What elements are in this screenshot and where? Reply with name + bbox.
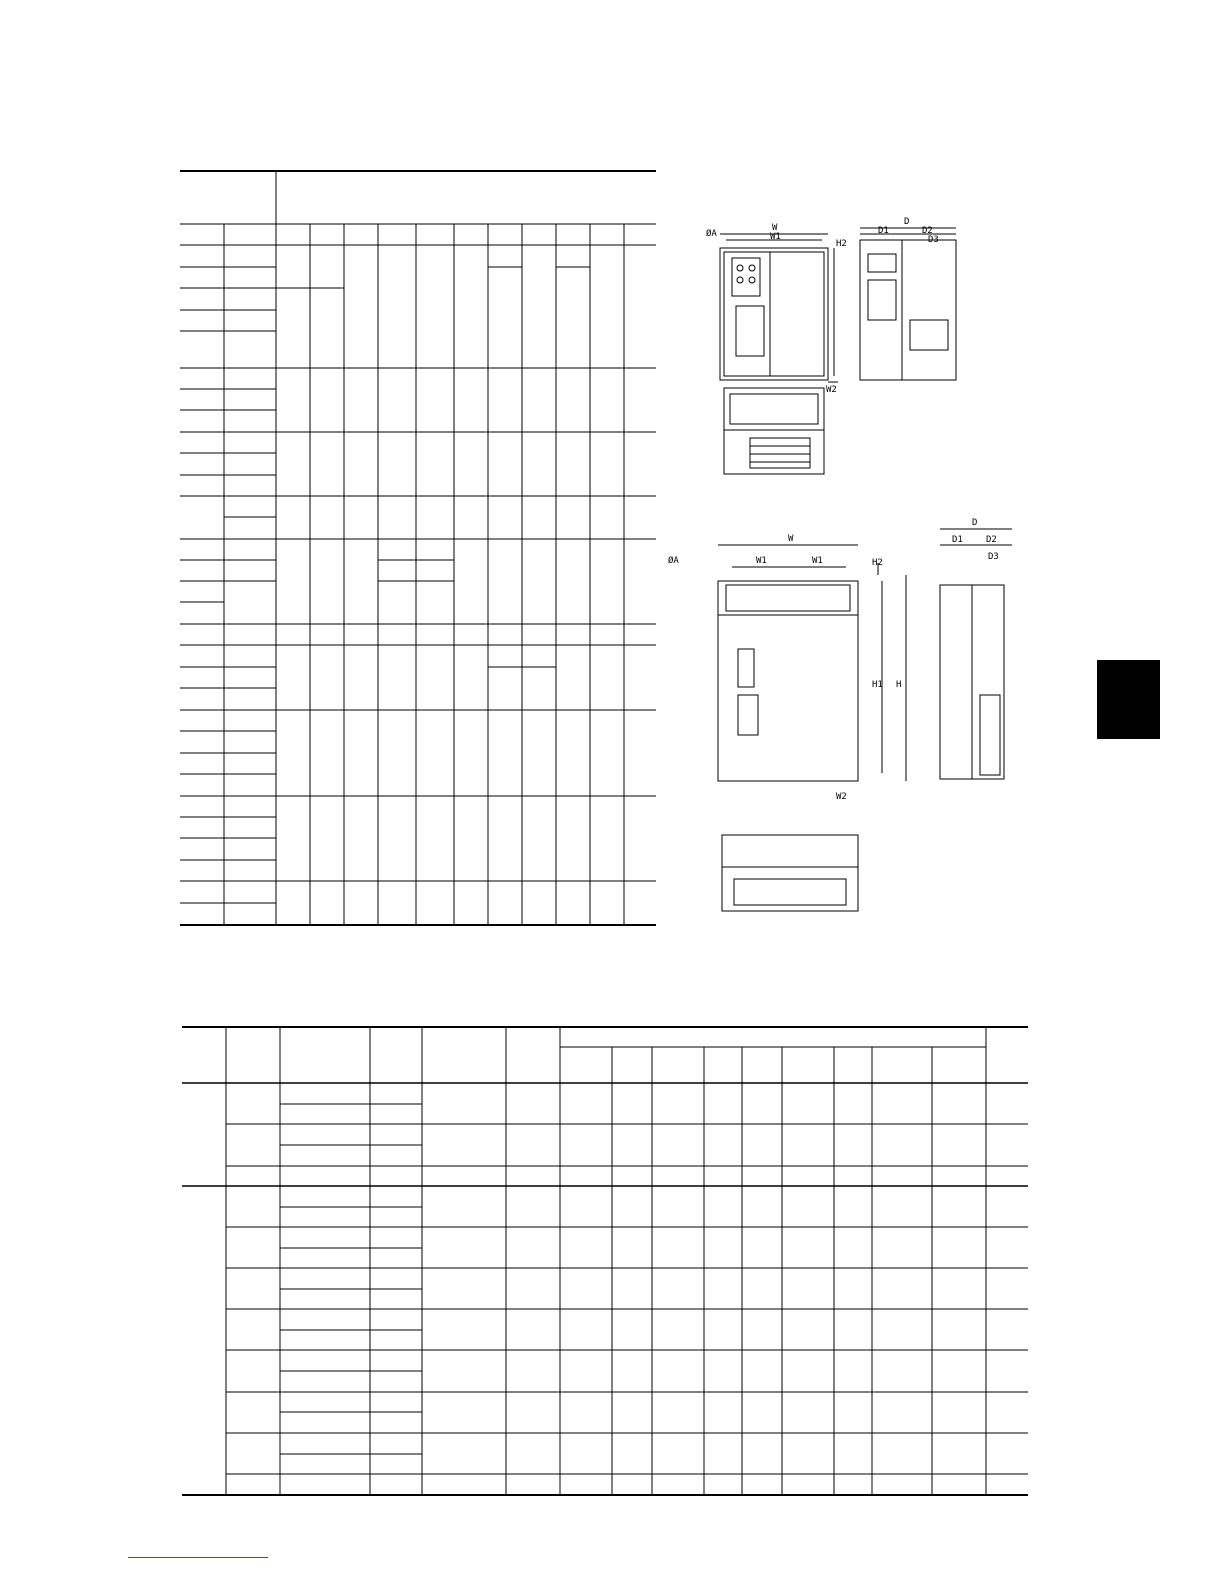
- label-h: H: [896, 680, 902, 690]
- label-w: W: [772, 223, 778, 233]
- chapter-tab: [1097, 660, 1160, 739]
- drawing-small-unit: [700, 210, 970, 480]
- label-h2: H2: [836, 239, 847, 249]
- drawing-large-unit: [660, 515, 1040, 915]
- label-w1-b: W1: [812, 556, 823, 566]
- label-d2: D2: [922, 226, 933, 236]
- label-w2-2: W2: [836, 792, 847, 802]
- label-w1: W1: [770, 232, 781, 242]
- label-d: D: [904, 217, 910, 227]
- label-d1-2: D1: [952, 535, 963, 545]
- table-top-grid: [180, 170, 656, 927]
- label-w-2: W: [788, 534, 794, 544]
- footer-rule: [128, 1557, 268, 1558]
- label-d3: D3: [928, 235, 939, 245]
- label-d-2: D: [972, 518, 978, 528]
- label-phi-a-2: ØA: [668, 556, 679, 566]
- label-w1-a: W1: [756, 556, 767, 566]
- label-phi-a: ØA: [706, 229, 717, 239]
- label-d2-2: D2: [986, 535, 997, 545]
- label-w2: W2: [826, 385, 837, 395]
- label-d1: D1: [878, 226, 889, 236]
- label-h1: H1: [872, 680, 883, 690]
- dimension-table-top: [180, 170, 656, 927]
- dimension-table-bottom: [182, 1026, 1028, 1498]
- label-d3-2: D3: [988, 552, 999, 562]
- label-h2-2: H2: [872, 558, 883, 568]
